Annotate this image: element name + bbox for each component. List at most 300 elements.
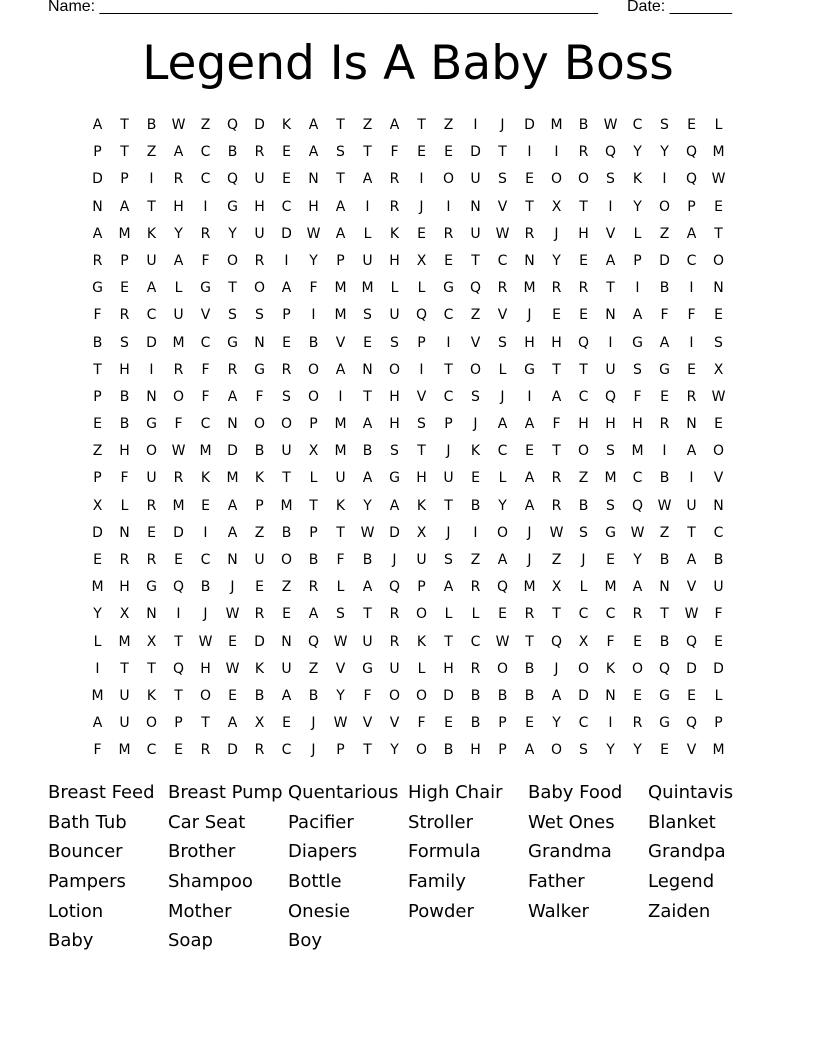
grid-letter: W [630, 524, 645, 541]
grid-letter: A [524, 416, 535, 433]
grid-letter: E [714, 307, 723, 324]
grid-letter: O [550, 171, 563, 188]
grid-letter: A [308, 117, 319, 133]
grid-letter: Z [200, 117, 211, 133]
grid-letter: M [199, 443, 212, 460]
grid-letter: L [336, 579, 345, 596]
grid-letter: E [228, 687, 237, 704]
grid-letter: R [551, 280, 562, 297]
grid-letter: O [577, 171, 590, 188]
word-list-item: Bottle [288, 871, 342, 893]
grid-letter: K [632, 171, 643, 188]
grid-letter: E [660, 742, 669, 759]
grid-letter: R [308, 579, 319, 596]
grid-letter: U [281, 660, 292, 677]
grid-letter: E [579, 307, 588, 324]
grid-letter: C [497, 443, 508, 460]
grid-letter: B [578, 117, 589, 133]
grid-letter: Q [631, 497, 644, 514]
grid-letter: I [284, 252, 289, 269]
grid-letter: F [201, 361, 210, 378]
grid-letter: I [554, 144, 559, 161]
grid-letter: A [92, 715, 103, 732]
grid-letter: U [605, 361, 616, 378]
grid-letter: O [712, 252, 725, 269]
grid-letter: E [552, 307, 561, 324]
grid-letter: P [255, 497, 264, 514]
grid-letter: Q [226, 117, 239, 133]
grid-letter: Z [470, 307, 481, 324]
word-list-item: Lotion [48, 900, 104, 922]
grid-letter: V [389, 715, 400, 732]
word-list-item: Baby Food [528, 782, 623, 803]
grid-letter: B [254, 443, 265, 460]
grid-letter: E [525, 715, 534, 732]
grid-letter: B [578, 497, 589, 514]
grid-letter: W [711, 171, 726, 188]
grid-letter: A [524, 470, 535, 487]
grid-letter: I [446, 334, 451, 351]
grid-letter: U [146, 252, 157, 269]
grid-letter: S [228, 307, 237, 324]
grid-letter: A [362, 416, 373, 433]
grid-letter: M [226, 470, 239, 487]
grid-letter: I [608, 198, 613, 215]
grid-letter: P [120, 171, 129, 188]
grid-letter: E [93, 552, 102, 568]
grid-letter: K [389, 225, 400, 242]
grid-letter: B [713, 552, 724, 568]
grid-letter: I [176, 606, 181, 623]
grid-letter: S [417, 416, 426, 433]
grid-letter: M [550, 117, 563, 133]
grid-letter: R [632, 715, 643, 732]
grid-letter: G [362, 660, 373, 677]
grid-letter: T [579, 361, 588, 378]
grid-letter: A [389, 497, 400, 514]
grid-letter: R [254, 252, 265, 269]
grid-letter: W [549, 524, 564, 541]
grid-letter: V [362, 715, 373, 732]
grid-letter: M [280, 497, 293, 514]
grid-letter: R [659, 416, 670, 433]
grid-letter: T [444, 633, 453, 650]
grid-letter: X [416, 524, 427, 541]
grid-letter: F [201, 252, 210, 269]
grid-letter: C [200, 416, 211, 433]
grid-letter: X [551, 579, 562, 596]
grid-letter: I [338, 388, 343, 405]
grid-letter: R [524, 606, 535, 623]
grid-letter: W [225, 660, 240, 677]
word-list-item: Walker [528, 900, 589, 922]
grid-letter: D [146, 334, 157, 351]
grid-letter: P [174, 715, 183, 732]
grid-letter: F [93, 742, 102, 759]
grid-letter: A [92, 225, 103, 242]
grid-letter: A [281, 687, 292, 704]
grid-letter: C [146, 307, 157, 324]
grid-letter: T [552, 606, 561, 623]
grid-letter: I [95, 660, 100, 677]
grid-letter: E [174, 742, 183, 759]
grid-letter: O [469, 361, 482, 378]
grid-letter: U [389, 307, 400, 324]
grid-letter: H [524, 334, 535, 351]
grid-letter: S [498, 171, 507, 188]
grid-letter: A [686, 225, 697, 242]
word-list-item: Quentarious [288, 782, 399, 803]
word-list-item: Car Seat [168, 811, 246, 833]
grid-letter: D [227, 443, 238, 460]
grid-letter: W [360, 524, 375, 541]
grid-letter: F [174, 416, 183, 433]
grid-letter: Y [174, 225, 183, 242]
grid-letter: D [227, 742, 238, 759]
grid-letter: R [389, 633, 400, 650]
word-list-item: Grandpa [648, 841, 726, 863]
grid-letter: F [336, 552, 345, 568]
grid-letter: D [281, 225, 292, 242]
grid-letter: B [308, 552, 319, 568]
grid-letter: B [524, 687, 535, 704]
grid-letter: G [605, 524, 616, 541]
grid-letter: H [389, 416, 400, 433]
grid-letter: C [200, 171, 211, 188]
grid-letter: O [199, 687, 212, 704]
grid-letter: C [578, 715, 589, 732]
grid-letter: I [689, 334, 694, 351]
grid-letter: O [631, 660, 644, 677]
grid-letter: X [578, 633, 589, 650]
grid-letter: M [604, 470, 617, 487]
grid-letter: Z [146, 144, 157, 161]
grid-letter: C [686, 252, 697, 269]
grid-letter: G [524, 361, 535, 378]
grid-letter: X [92, 497, 103, 514]
grid-letter: C [713, 524, 724, 541]
grid-letter: A [92, 117, 103, 133]
grid-letter: S [390, 334, 399, 351]
grid-letter: A [497, 552, 508, 568]
grid-letter: O [496, 524, 509, 541]
grid-letter: H [605, 416, 616, 433]
grid-letter: T [120, 144, 129, 161]
word-list-item: Wet Ones [528, 811, 615, 833]
grid-letter: L [633, 225, 642, 242]
grid-letter: B [281, 524, 292, 541]
grid-letter: J [311, 715, 316, 732]
grid-letter: C [200, 334, 211, 351]
grid-letter: K [470, 443, 481, 460]
grid-letter: T [363, 388, 372, 405]
grid-letter: E [363, 334, 372, 351]
grid-letter: Q [550, 633, 563, 650]
grid-letter: F [687, 307, 696, 324]
grid-letter: I [473, 117, 478, 133]
word-list-item: Father [528, 871, 585, 893]
grid-letter: B [470, 687, 481, 704]
word-list-item: Stroller [408, 811, 473, 833]
grid-letter: R [173, 171, 184, 188]
grid-letter: N [119, 524, 130, 541]
grid-letter: I [662, 443, 667, 460]
grid-letter: D [713, 660, 724, 677]
grid-letter: W [657, 497, 672, 514]
grid-letter: E [633, 687, 642, 704]
grid-letter: O [577, 443, 590, 460]
grid-letter: A [146, 280, 157, 297]
grid-letter: A [335, 198, 346, 215]
grid-letter: M [334, 307, 347, 324]
grid-letter: F [606, 633, 615, 650]
grid-letter: M [334, 416, 347, 433]
grid-letter: P [714, 715, 723, 732]
grid-letter: K [605, 660, 616, 677]
grid-letter: H [308, 198, 319, 215]
grid-letter: J [446, 524, 451, 541]
grid-letter: L [714, 687, 723, 704]
grid-letter: K [254, 470, 265, 487]
word-list-item: Pacifier [288, 811, 354, 833]
grid-letter: A [362, 579, 373, 596]
grid-letter: O [226, 252, 239, 269]
grid-letter: K [335, 497, 346, 514]
word-list-item: Blanket [648, 811, 716, 833]
grid-letter: R [119, 552, 130, 568]
grid-letter: B [659, 280, 670, 297]
grid-letter: N [146, 606, 157, 623]
grid-letter: J [203, 606, 208, 623]
grid-letter: Z [308, 660, 319, 677]
grid-letter: E [498, 606, 507, 623]
grid-letter: E [282, 144, 291, 161]
grid-letter: W [333, 715, 348, 732]
grid-letter: F [120, 470, 129, 487]
grid-letter: R [146, 552, 157, 568]
grid-letter: Q [658, 660, 671, 677]
grid-letter: Y [552, 715, 561, 732]
name-field: Name: ________________________________________________________ [48, 0, 598, 15]
grid-letter: A [281, 280, 292, 297]
grid-letter: N [308, 171, 319, 188]
grid-letter: M [91, 687, 104, 704]
grid-letter: H [443, 660, 454, 677]
grid-letter: H [119, 361, 130, 378]
grid-letter: R [227, 361, 238, 378]
grid-letter: B [362, 443, 373, 460]
grid-letter: E [255, 579, 264, 596]
grid-letter: M [631, 443, 644, 460]
grid-letter: T [552, 443, 561, 460]
grid-letter: Y [93, 606, 102, 623]
grid-letter: D [686, 660, 697, 677]
grid-letter: I [608, 715, 613, 732]
grid-letter: I [635, 280, 640, 297]
grid-letter: S [390, 443, 399, 460]
grid-letter: B [470, 715, 481, 732]
grid-letter: G [92, 280, 103, 297]
grid-letter: T [579, 198, 588, 215]
grid-letter: L [417, 280, 426, 297]
grid-letter: T [336, 117, 345, 133]
grid-letter: P [309, 524, 318, 541]
grid-letter: G [389, 470, 400, 487]
grid-letter: T [363, 606, 372, 623]
grid-letter: R [254, 606, 265, 623]
grid-letter: T [363, 144, 372, 161]
grid-letter: H [632, 416, 643, 433]
grid-letter: U [281, 443, 292, 460]
grid-letter: Y [363, 497, 372, 514]
grid-letter: J [230, 579, 235, 596]
grid-letter: T [444, 361, 453, 378]
grid-letter: W [171, 117, 186, 133]
grid-letter: J [419, 198, 424, 215]
grid-letter: T [174, 687, 183, 704]
grid-letter: R [443, 225, 454, 242]
grid-letter: R [173, 470, 184, 487]
grid-letter: Y [552, 252, 561, 269]
grid-letter: E [714, 416, 723, 433]
grid-letter: O [442, 171, 455, 188]
grid-letter: S [336, 144, 345, 161]
grid-letter: E [282, 606, 291, 623]
grid-letter: E [417, 225, 426, 242]
grid-letter: N [659, 579, 670, 596]
grid-letter: E [228, 633, 237, 650]
grid-letter: P [93, 470, 102, 487]
grid-letter: A [686, 443, 697, 460]
grid-letter: W [306, 225, 321, 242]
grid-letter: F [660, 307, 669, 324]
grid-letter: G [254, 361, 265, 378]
grid-letter: G [200, 280, 211, 297]
grid-letter: R [92, 252, 103, 269]
grid-letter: M [334, 443, 347, 460]
grid-letter: I [446, 198, 451, 215]
grid-letter: J [554, 660, 559, 677]
grid-letter: J [527, 524, 532, 541]
grid-letter: F [633, 388, 642, 405]
grid-letter: D [254, 117, 265, 133]
grid-letter: T [714, 225, 723, 242]
grid-letter: B [443, 742, 454, 759]
grid-letter: P [336, 252, 345, 269]
word-list-item: Boy [288, 930, 323, 952]
grid-letter: E [714, 198, 723, 215]
grid-letter: R [578, 144, 589, 161]
grid-letter: T [120, 660, 129, 677]
grid-letter: R [389, 171, 400, 188]
grid-letter: B [119, 388, 130, 405]
grid-letter: N [146, 388, 157, 405]
grid-letter: O [388, 361, 401, 378]
grid-letter: L [498, 361, 507, 378]
grid-letter: X [254, 715, 265, 732]
grid-letter: A [362, 470, 373, 487]
grid-letter: R [200, 225, 211, 242]
grid-letter: M [334, 280, 347, 297]
grid-letter: I [149, 361, 154, 378]
grid-letter: Z [362, 117, 373, 133]
grid-letter: E [282, 334, 291, 351]
grid-letter: L [309, 470, 318, 487]
grid-letter: R [254, 742, 265, 759]
grid-letter: S [606, 443, 615, 460]
grid-letter: H [551, 334, 562, 351]
word-list-item: Shampoo [168, 871, 253, 893]
grid-letter: R [389, 606, 400, 623]
grid-letter: I [527, 144, 532, 161]
grid-letter: R [497, 280, 508, 297]
grid-letter: Z [443, 117, 454, 133]
grid-letter: M [712, 742, 725, 759]
grid-letter: A [551, 388, 562, 405]
grid-letter: N [281, 633, 292, 650]
grid-letter: H [470, 742, 481, 759]
grid-letter: I [527, 388, 532, 405]
grid-letter: J [554, 225, 559, 242]
grid-letter: U [389, 660, 400, 677]
grid-letter: C [578, 388, 589, 405]
grid-letter: U [416, 552, 427, 568]
grid-letter: J [581, 552, 586, 568]
grid-letter: R [551, 470, 562, 487]
grid-letter: I [311, 307, 316, 324]
grid-letter: T [309, 497, 318, 514]
grid-letter: V [497, 198, 508, 215]
grid-letter: E [417, 144, 426, 161]
grid-letter: G [146, 416, 157, 433]
grid-letter: D [92, 524, 103, 541]
grid-letter: Q [685, 715, 698, 732]
grid-letter: T [660, 606, 669, 623]
grid-letter: E [471, 470, 480, 487]
grid-letter: Q [172, 660, 185, 677]
grid-letter: D [578, 687, 589, 704]
grid-letter: F [552, 416, 561, 433]
grid-letter: H [416, 470, 427, 487]
grid-letter: V [200, 307, 211, 324]
grid-letter: T [93, 361, 102, 378]
grid-letter: N [470, 198, 481, 215]
grid-letter: I [149, 171, 154, 188]
grid-letter: Q [496, 579, 509, 596]
grid-letter: M [712, 144, 725, 161]
grid-letter: C [632, 470, 643, 487]
grid-letter: T [336, 171, 345, 188]
grid-letter: G [659, 715, 670, 732]
grid-letter: A [335, 361, 346, 378]
word-list-item: Mother [168, 900, 232, 922]
grid-letter: A [308, 144, 319, 161]
grid-letter: D [659, 252, 670, 269]
grid-letter: D [524, 117, 535, 133]
grid-letter: F [309, 280, 318, 297]
grid-letter: H [200, 660, 211, 677]
grid-letter: K [146, 687, 157, 704]
grid-letter: N [686, 416, 697, 433]
grid-letter: R [254, 144, 265, 161]
grid-letter: O [415, 606, 428, 623]
grid-letter: J [446, 443, 451, 460]
grid-letter: T [336, 524, 345, 541]
grid-letter: H [173, 198, 184, 215]
grid-letter: T [228, 280, 237, 297]
grid-letter: B [659, 470, 670, 487]
grid-letter: P [93, 388, 102, 405]
